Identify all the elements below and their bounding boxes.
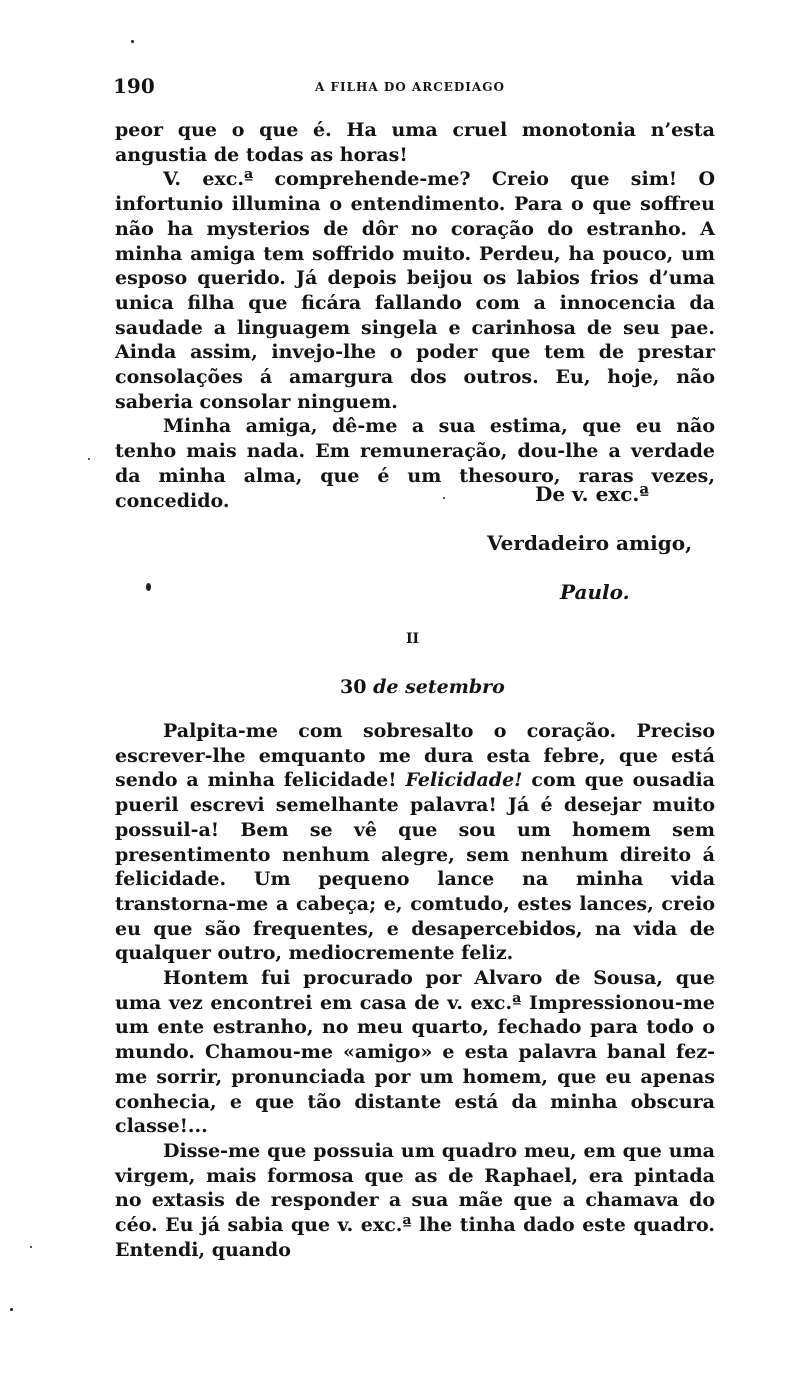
section-number: II [406,631,420,647]
paragraph [115,719,715,966]
date-day: 30 [340,676,367,698]
paper-speck [146,583,151,591]
paper-speck [10,1308,13,1311]
closing-salutation: De v. exc.ª [535,482,650,506]
page-header [113,74,718,100]
paragraph-text: com que ousadia pueril escrevi semelhante palavra! Já é desejar muito possuil-a! Bem se vê que sou um homem sem presentimento nenhum alegre, sem nenhum direito á felicidade. Um pequeno lance na minha vida transtorna-me a cabeça; e, comtudo, estes lances, creio eu que são frequentes, e desapercebidos, na vida de qualquer outro, mediocremente feliz. [115,769,715,965]
paragraph-text: Palpita-me com sobresalto o coração. Preciso escrever-lhe emquanto me dura esta febre, que está sendo a minha felicidade! [115,720,715,792]
paragraph: Minha amiga, dê-me a sua estima, que eu não tenho mais nada. Em remuneração, dou-lhe a verdade da minha alma, que é um thesouro, raras vezes, concedido. [115,415,715,512]
letter-date [340,676,505,698]
running-title: A FILHA DO ARCEDIAGO [315,80,505,94]
paper-speck [131,40,134,43]
closing-friend: Verdadeiro amigo, [487,531,693,555]
italic-word: Felicidade! [405,769,523,792]
paragraph: Hontem fui procurado por Alvaro de Sousa, que uma vez encontrei em casa de v. exc.ª Impressionou-me um ente estranho, no meu quarto, fechado para todo o mundo. Chamou-me «amigo» e esta palavra banal fez-me sorrir, pronunciada por um homem, que eu apenas conhecia, e que tão distante está da minha obscura classe!... [115,967,715,1138]
paper-speck [88,458,90,460]
date-month: de setembro [373,676,505,698]
paragraph: peor que o que é. Ha uma cruel monotonia n’esta angustia de todas as horas! [115,119,715,166]
second-letter-body [115,719,715,1262]
paragraph: V. exc.ª comprehende-me? Creio que sim! O infortunio illumina o entendimento. Para o que soffreu não ha mysterios de dôr no coração do estranho. A minha amiga tem soffrido muito. Perdeu, ha pouco, um esposo querido. Já depois beijou os labios frios d’uma unica filha que ficára fallando com a innocencia da saudade a linguagem singela e carinhosa de seu pae. Ainda assim, invejo-lhe o poder que tem de prestar consolações á amargura dos outros. Eu, hoje, não saberia consolar ninguem. [115,168,715,413]
paper-speck [443,497,445,499]
letter-body [115,118,715,513]
signature: Paulo. [560,580,630,604]
paper-speck [30,1246,32,1248]
page-number: 190 [113,74,155,98]
paragraph: Disse-me que possuia um quadro meu, em que uma virgem, mais formosa que as de Raphael, era pintada no extasis de responder a sua mãe que a chamava do céo. Eu já sabia que v. exc.ª lhe tinha dado este quadro. Entendi, quando [115,1139,715,1261]
